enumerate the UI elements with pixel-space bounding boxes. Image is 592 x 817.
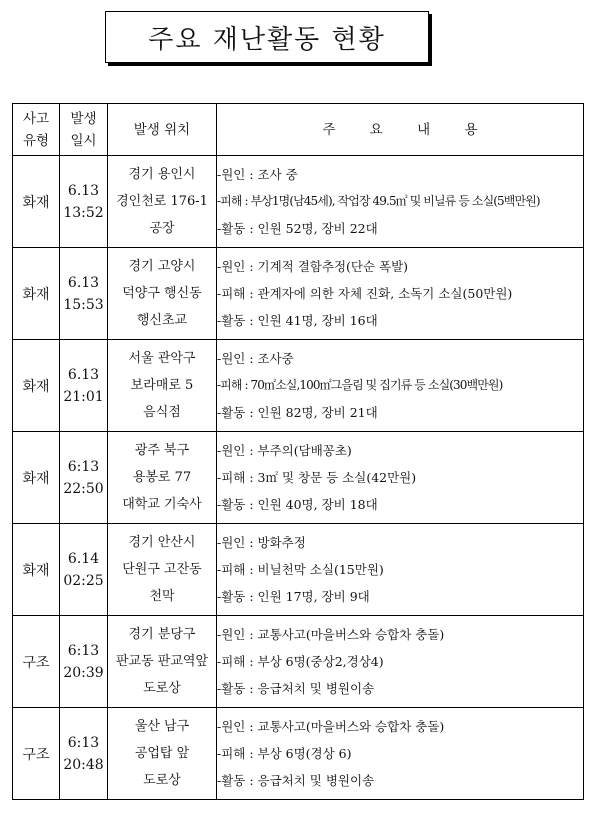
location-line: 울산 남구 xyxy=(134,719,190,734)
location-line: 경기 고양시 xyxy=(128,259,196,274)
location-line: 도로상 xyxy=(143,773,181,788)
activity-line: -활동 : 인원 52명, 장비 22대 xyxy=(217,221,378,236)
incident-datetime xyxy=(60,524,108,616)
table-header-row xyxy=(13,104,584,156)
incident-location xyxy=(108,340,217,432)
incident-description xyxy=(217,156,584,248)
incident-type: 화재 xyxy=(13,524,60,616)
cause-line: -원인 : 방화추정 xyxy=(217,535,306,550)
location-line: 보라매로 5 xyxy=(130,378,194,393)
incident-datetime xyxy=(60,340,108,432)
incident-table xyxy=(12,103,584,800)
incident-location xyxy=(108,432,217,524)
incident-datetime xyxy=(60,432,108,524)
incident-date: 6:13 xyxy=(67,734,100,751)
title-box xyxy=(105,11,429,63)
activity-line: -활동 : 인원 41명, 장비 16대 xyxy=(217,313,378,328)
activity-line: -활동 : 인원 40명, 장비 18대 xyxy=(217,497,378,512)
incident-datetime xyxy=(60,248,108,340)
incident-date: 6.14 xyxy=(67,550,100,567)
table-row xyxy=(13,616,584,708)
cause-line: -원인 : 조사중 xyxy=(217,351,294,366)
incident-location xyxy=(108,708,217,800)
incident-description xyxy=(217,708,584,800)
activity-line: -활동 : 인원 17명, 장비 9대 xyxy=(217,589,370,604)
location-line: 천막 xyxy=(149,589,175,604)
incident-date: 6:13 xyxy=(67,458,100,475)
incident-type: 화재 xyxy=(13,156,60,248)
incident-date: 6.13 xyxy=(67,366,100,383)
table-row xyxy=(13,708,584,800)
header-description: 주 요 내 용 xyxy=(217,104,584,156)
incident-location xyxy=(108,156,217,248)
incident-time: 20:39 xyxy=(63,664,104,681)
cause-line: -원인 : 조사 중 xyxy=(217,167,298,182)
location-line: 공업탑 앞 xyxy=(134,746,190,761)
incident-description xyxy=(217,524,584,616)
location-line: 경기 안산시 xyxy=(128,535,196,550)
incident-description xyxy=(217,340,584,432)
header-time-line1: 발생 xyxy=(70,110,97,127)
incident-date: 6:13 xyxy=(67,642,100,659)
page-title: 주요 재난활동 현황 xyxy=(148,24,386,55)
location-line: 덕양구 행신동 xyxy=(122,286,202,301)
damage-line: -피해 : 관계자에 의한 자체 진화, 소독기 소실(50만원) xyxy=(217,286,513,301)
incident-time: 13:52 xyxy=(63,204,104,221)
cause-line: -원인 : 기계적 결함추정(단순 폭발) xyxy=(217,259,409,274)
incident-description xyxy=(217,616,584,708)
header-location: 발생 위치 xyxy=(108,104,217,156)
location-line: 음식점 xyxy=(143,405,181,420)
header-time-line2: 일시 xyxy=(70,132,97,149)
cause-line: -원인 : 교통사고(마을버스와 승합차 충돌) xyxy=(217,719,445,734)
incident-description xyxy=(217,248,584,340)
incident-type: 화재 xyxy=(13,340,60,432)
table-row xyxy=(13,340,584,432)
location-line: 판교동 판교역앞 xyxy=(115,654,209,669)
incident-location xyxy=(108,524,217,616)
activity-line: -활동 : 응급처치 및 병원이송 xyxy=(217,681,375,696)
incident-time: 02:25 xyxy=(63,572,104,589)
location-line: 도로상 xyxy=(143,681,181,696)
damage-line: -피해 : 부상 6명(중상2,경상4) xyxy=(217,654,384,669)
incident-description xyxy=(217,432,584,524)
table-row xyxy=(13,432,584,524)
location-line: 대학교 기숙사 xyxy=(122,497,202,512)
damage-line: -피해 : 70㎡소실,100㎡그을림 및 집기류 등 소실(30백만원) xyxy=(217,378,503,392)
incident-type: 구조 xyxy=(13,616,60,708)
damage-line: -피해 : 부상 6명(경상 6) xyxy=(217,746,352,761)
incident-type: 화재 xyxy=(13,248,60,340)
location-line: 단원구 고잔동 xyxy=(122,562,202,577)
location-line: 경기 용인시 xyxy=(128,167,196,182)
incident-time: 15:53 xyxy=(63,296,104,313)
location-line: 광주 북구 xyxy=(134,443,190,458)
cause-line: -원인 : 부주의(담배꽁초) xyxy=(217,443,352,458)
incident-datetime xyxy=(60,616,108,708)
activity-line: -활동 : 인원 82명, 장비 21대 xyxy=(217,405,378,420)
header-type xyxy=(13,104,60,156)
incident-location xyxy=(108,616,217,708)
table-row xyxy=(13,524,584,616)
table-row xyxy=(13,156,584,248)
incident-time: 22:50 xyxy=(63,480,104,497)
damage-line: -피해 : 부상1명(남45세), 작업장 49.5㎡ 및 비닐류 등 소실(5백만원) xyxy=(217,194,540,208)
incident-date: 6.13 xyxy=(67,182,100,199)
table-row xyxy=(13,248,584,340)
incident-location xyxy=(108,248,217,340)
damage-line: -피해 : 비닐천막 소실(15만원) xyxy=(217,562,384,577)
incident-datetime xyxy=(60,708,108,800)
location-line: 행신초교 xyxy=(136,313,188,328)
incident-time: 21:01 xyxy=(63,388,104,405)
location-line: 경기 분당구 xyxy=(128,627,196,642)
header-type-line1: 사고 xyxy=(22,110,50,127)
incident-datetime xyxy=(60,156,108,248)
cause-line: -원인 : 교통사고(마을버스와 승합차 충돌) xyxy=(217,627,445,642)
location-line: 공장 xyxy=(149,221,175,236)
activity-line: -활동 : 응급처치 및 병원이송 xyxy=(217,773,375,788)
incident-time: 20:48 xyxy=(63,756,104,773)
location-line: 서울 관악구 xyxy=(128,351,196,366)
damage-line: -피해 : 3㎡ 및 창문 등 소실(42만원) xyxy=(217,470,417,485)
incident-type: 구조 xyxy=(13,708,60,800)
incident-date: 6.13 xyxy=(67,274,100,291)
header-type-line2: 유형 xyxy=(22,132,50,149)
header-time xyxy=(60,104,108,156)
incident-type: 화재 xyxy=(13,432,60,524)
location-line: 용봉로 77 xyxy=(132,470,192,485)
location-line: 경인천로 176-1 xyxy=(116,194,208,209)
